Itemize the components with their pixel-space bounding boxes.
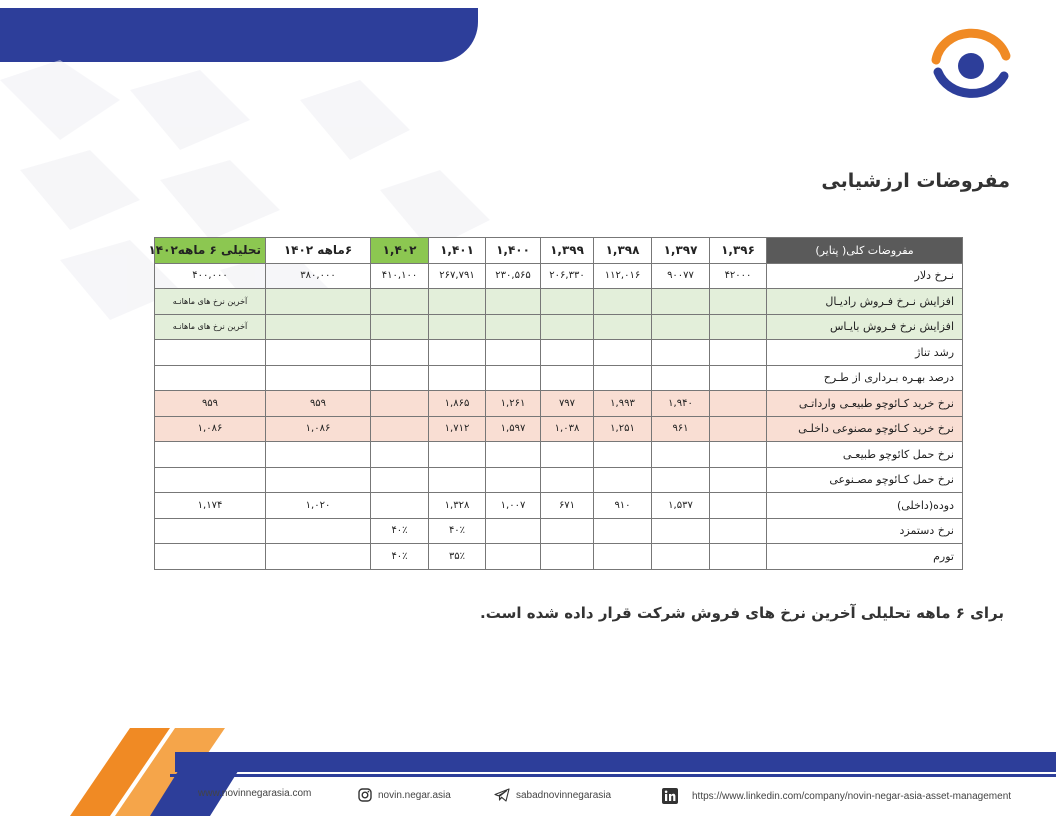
table-cell (371, 416, 429, 442)
column-header: تحلیلی ۶ ماهه۱۴۰۲ (155, 238, 266, 264)
linkedin-link[interactable] (662, 788, 1011, 804)
row-label: تورم (767, 544, 963, 570)
table-cell (429, 442, 486, 468)
table-cell (710, 544, 767, 570)
table-cell: ۹۰۰۷۷ (652, 263, 710, 289)
column-header: ۱,۴۰۲ (371, 238, 429, 264)
website-link[interactable] (198, 788, 311, 799)
table-row (155, 442, 963, 468)
table-cell (486, 544, 541, 570)
table-cell (652, 467, 710, 493)
table-cell: ۱,۸۶۵ (429, 391, 486, 417)
table-cell (710, 416, 767, 442)
table-cell: ۳۸۰,۰۰۰ (266, 263, 371, 289)
table-cell (486, 365, 541, 391)
row-label: درصد بهـره بـرداری از طـرح (767, 365, 963, 391)
table-cell (486, 467, 541, 493)
table-cell (371, 365, 429, 391)
table-cell (652, 340, 710, 366)
table-cell (594, 544, 652, 570)
table-cell (541, 314, 594, 340)
table-cell (155, 518, 266, 544)
column-header: ۱,۴۰۰ (486, 238, 541, 264)
row-label: رشد تناژ (767, 340, 963, 366)
table-cell (371, 442, 429, 468)
linkedin-text: https://www.linkedin.com/company/novin-negar-asia-asset-management (692, 790, 1012, 802)
table-cell (594, 289, 652, 315)
column-header: ۱,۳۹۹ (541, 238, 594, 264)
table-cell (710, 314, 767, 340)
table-cell: ۱,۷۱۲ (429, 416, 486, 442)
table-cell (155, 544, 266, 570)
instagram-link[interactable] (358, 788, 451, 802)
table-cell (429, 289, 486, 315)
row-label: دوده(داخلی) (767, 493, 963, 519)
table-cell (155, 365, 266, 391)
table-cell (710, 493, 767, 519)
table-cell: ۲۰۶,۳۳۰ (541, 263, 594, 289)
row-label: نرخ حمل کائوچو طبیعـی (767, 442, 963, 468)
table-cell: ۱,۹۹۳ (594, 391, 652, 417)
table-cell (371, 340, 429, 366)
telegram-link[interactable] (494, 788, 611, 802)
website-text: www.novinnegarasia.com (198, 788, 312, 799)
table-cell: ۱۱۲,۰۱۶ (594, 263, 652, 289)
table-cell (652, 442, 710, 468)
table-cell: ۱,۵۹۷ (486, 416, 541, 442)
table-cell (371, 314, 429, 340)
table-cell (486, 518, 541, 544)
table-cell (266, 442, 371, 468)
column-header: ۱,۳۹۸ (594, 238, 652, 264)
header-label: مفروضات کلی( پتایر) (767, 238, 963, 264)
table-cell: ۶۷۱ (541, 493, 594, 519)
table-cell (541, 518, 594, 544)
table-cell (429, 314, 486, 340)
table-cell: ۱,۰۸۶ (266, 416, 371, 442)
table-cell (371, 493, 429, 519)
row-label: نرخ خرید کـائوچو مصنوعی داخلـی (767, 416, 963, 442)
table-cell: ۷۹۷ (541, 391, 594, 417)
table-cell: ۱,۳۲۸ (429, 493, 486, 519)
table-cell (371, 467, 429, 493)
table-cell (541, 544, 594, 570)
table-cell (594, 314, 652, 340)
table-cell: آخرین نرخ های ماهانـه (155, 289, 266, 315)
table-cell (710, 289, 767, 315)
table-cell (710, 365, 767, 391)
column-header: ۱,۴۰۱ (429, 238, 486, 264)
table-cell: ۱,۹۴۰ (652, 391, 710, 417)
table-cell: ۳۵٪ (429, 544, 486, 570)
table-cell (266, 314, 371, 340)
table-cell (486, 340, 541, 366)
table-cell (594, 442, 652, 468)
table-cell (266, 340, 371, 366)
table-cell (710, 340, 767, 366)
row-label: نرخ دستمزد (767, 518, 963, 544)
table-cell (710, 467, 767, 493)
table-cell: ۱,۱۷۴ (155, 493, 266, 519)
table-cell: ۹۶۱ (652, 416, 710, 442)
table-cell (594, 518, 652, 544)
table-cell (652, 314, 710, 340)
table-row (155, 314, 963, 340)
table-row (155, 365, 963, 391)
assumptions-table (148, 237, 963, 570)
table-cell (652, 544, 710, 570)
table-row (155, 289, 963, 315)
table-cell (652, 289, 710, 315)
footer-stripe-thin (170, 774, 1056, 777)
table-cell: ۱,۰۲۰ (266, 493, 371, 519)
table-row (155, 493, 963, 519)
table-row (155, 416, 963, 442)
footnote: برای ۶ ماهه تحلیلی آخرین نرخ های فروش شرکت قرار داده شده است. (480, 604, 1004, 622)
linkedin-icon (662, 788, 678, 804)
table-cell: ۴۰٪ (429, 518, 486, 544)
row-label: افزایش نـرخ فـروش رادیـال (767, 289, 963, 315)
table-cell: ۴۱۰,۱۰۰ (371, 263, 429, 289)
table-cell (155, 467, 266, 493)
table-cell (266, 289, 371, 315)
logo-mark (928, 26, 1014, 106)
table-row (155, 518, 963, 544)
table-cell: ۲۶۷,۷۹۱ (429, 263, 486, 289)
footer-contacts (0, 788, 1056, 810)
table-cell (541, 289, 594, 315)
table-cell: ۱,۰۰۷ (486, 493, 541, 519)
telegram-icon (494, 788, 510, 802)
table-cell (371, 391, 429, 417)
table-cell: ۴۲۰۰۰ (710, 263, 767, 289)
table-cell (429, 467, 486, 493)
assumptions-table-wrap (148, 237, 954, 570)
table-cell (541, 365, 594, 391)
table-cell: آخرین نرخ های ماهانـه (155, 314, 266, 340)
table-cell (541, 467, 594, 493)
footer-stripe (175, 752, 1056, 772)
table-cell (266, 544, 371, 570)
table-cell: ۲۳۰,۵۶۵ (486, 263, 541, 289)
table-cell: ۱,۵۳۷ (652, 493, 710, 519)
table-cell (266, 365, 371, 391)
table-cell (652, 365, 710, 391)
table-cell: ۴۰٪ (371, 518, 429, 544)
table-cell (710, 442, 767, 468)
table-cell (594, 340, 652, 366)
table-body (155, 263, 963, 569)
table-cell (594, 365, 652, 391)
table-cell (541, 340, 594, 366)
slide-title: مفروضات ارزشیابی (821, 170, 1010, 192)
table-row (155, 340, 963, 366)
table-cell (594, 467, 652, 493)
table-cell (710, 391, 767, 417)
table-cell (710, 518, 767, 544)
column-header: ۱,۳۹۷ (652, 238, 710, 264)
table-header-row (155, 238, 963, 264)
table-cell (155, 340, 266, 366)
table-cell (266, 518, 371, 544)
table-cell: ۱,۲۵۱ (594, 416, 652, 442)
telegram-text: sabadnovinnegarasia (516, 789, 612, 801)
table-cell (429, 365, 486, 391)
table-cell: ۴۰٪ (371, 544, 429, 570)
table-row (155, 544, 963, 570)
table-row (155, 391, 963, 417)
row-label: نـرخ دلار (767, 263, 963, 289)
table-cell: ۴۰۰,۰۰۰ (155, 263, 266, 289)
row-label: نرخ حمل کـائوچو مصـنوعی (767, 467, 963, 493)
row-label: نرخ خرید کـائوچو طبیعـی وارداتـی (767, 391, 963, 417)
table-cell (486, 442, 541, 468)
column-header: ۱,۳۹۶ (710, 238, 767, 264)
table-cell (429, 340, 486, 366)
table-cell (541, 442, 594, 468)
instagram-icon (358, 788, 372, 802)
table-cell: ۱,۰۸۶ (155, 416, 266, 442)
top-band (0, 8, 478, 62)
table-cell: ۹۵۹ (155, 391, 266, 417)
table-cell (652, 518, 710, 544)
table-cell: ۹۱۰ (594, 493, 652, 519)
row-label: افزایش نرخ فـروش بایـاس (767, 314, 963, 340)
table-row (155, 467, 963, 493)
table-row (155, 263, 963, 289)
table-cell: ۱,۰۳۸ (541, 416, 594, 442)
table-cell (266, 467, 371, 493)
table-cell (486, 314, 541, 340)
table-cell (486, 289, 541, 315)
table-cell (155, 442, 266, 468)
column-header: ۶ماهه ۱۴۰۲ (266, 238, 371, 264)
table-cell: ۹۵۹ (266, 391, 371, 417)
table-cell (371, 289, 429, 315)
table-cell: ۱,۲۶۱ (486, 391, 541, 417)
instagram-text: novin.negar.asia (378, 789, 451, 801)
